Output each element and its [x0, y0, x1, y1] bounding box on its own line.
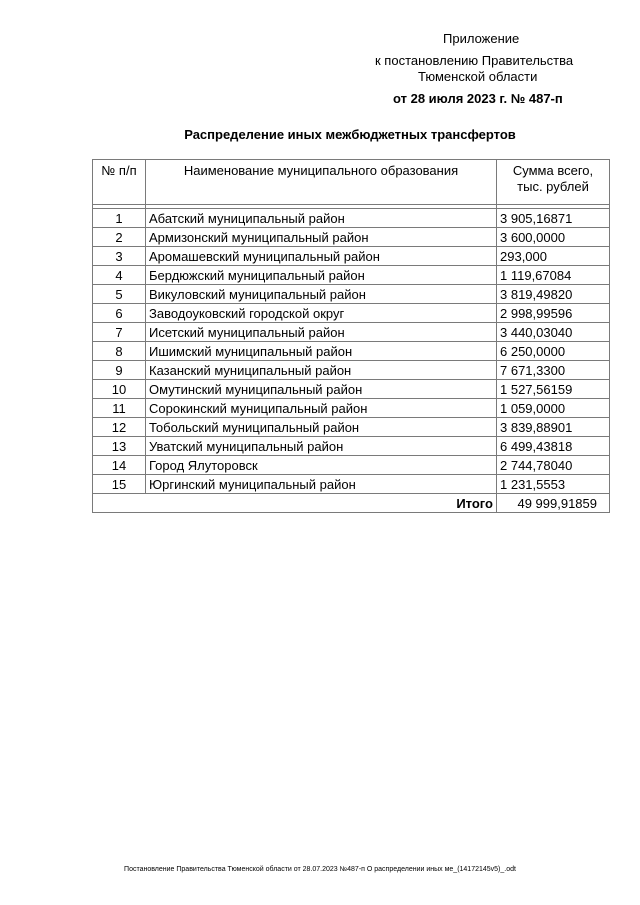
transfers-table — [92, 159, 610, 513]
total-row — [93, 494, 610, 513]
row-number: 3 — [93, 247, 146, 266]
column-header-sum-line2: тыс. рублей — [517, 179, 589, 194]
municipality-name: Бердюжский муниципальный район — [146, 266, 497, 285]
total-label: Итого — [93, 494, 497, 513]
region-name: Тюменской области — [418, 69, 538, 84]
municipality-name: Аромашевский муниципальный район — [146, 247, 497, 266]
total-value: 49 999,91859 — [497, 494, 610, 513]
row-number: 6 — [93, 304, 146, 323]
row-number: 12 — [93, 418, 146, 437]
transfer-amount: 1 231,5553 — [497, 475, 610, 494]
transfer-amount: 2 998,99596 — [497, 304, 610, 323]
municipality-name: Ишимский муниципальный район — [146, 342, 497, 361]
table-row — [93, 456, 610, 475]
table-header — [93, 160, 610, 205]
appendix-label: Приложение — [443, 31, 520, 46]
table-row — [93, 342, 610, 361]
row-number: 11 — [93, 399, 146, 418]
row-number: 4 — [93, 266, 146, 285]
municipality-name: Викуловский муниципальный район — [146, 285, 497, 304]
table-row — [93, 304, 610, 323]
municipality-name: Тобольский муниципальный район — [146, 418, 497, 437]
row-number: 9 — [93, 361, 146, 380]
column-header-number: № п/п — [93, 160, 146, 205]
transfer-amount: 3 839,88901 — [497, 418, 610, 437]
column-header-sum-line1: Сумма всего, — [512, 163, 594, 178]
table-row — [93, 399, 610, 418]
transfer-amount: 6 250,0000 — [497, 342, 610, 361]
row-number: 2 — [93, 228, 146, 247]
municipality-name: Уватский муниципальный район — [146, 437, 497, 456]
page-footer: Постановление Правительства Тюменской области от 28.07.2023 №487-п О распределении иных ме_(14172145v5)_.odt — [124, 866, 516, 873]
transfer-amount: 1 527,56159 — [497, 380, 610, 399]
row-number: 10 — [93, 380, 146, 399]
municipality-name: Исетский муниципальный район — [146, 323, 497, 342]
transfer-amount: 2 744,78040 — [497, 456, 610, 475]
municipality-name: Абатский муниципальный район — [146, 209, 497, 228]
table-row — [93, 418, 610, 437]
transfer-amount: 3 440,03040 — [497, 323, 610, 342]
table-row — [93, 437, 610, 456]
row-number: 15 — [93, 475, 146, 494]
resolution-reference: к постановлению Правительства — [375, 53, 574, 68]
column-header-name: Наименование муниципального образования — [146, 160, 497, 205]
table-row — [93, 475, 610, 494]
municipality-name: Омутинский муниципальный район — [146, 380, 497, 399]
resolution-date-number: от 28 июля 2023 г. № 487-п — [393, 91, 563, 106]
municipality-name: Юргинский муниципальный район — [146, 475, 497, 494]
municipality-name: Заводоуковский городской округ — [146, 304, 497, 323]
transfer-amount: 3 819,49820 — [497, 285, 610, 304]
table-row — [93, 228, 610, 247]
row-number: 1 — [93, 209, 146, 228]
transfer-amount: 7 671,3300 — [497, 361, 610, 380]
document-title: Распределение иных межбюджетных трансфертов — [184, 127, 516, 142]
table-row — [93, 380, 610, 399]
municipality-name: Армизонский муниципальный район — [146, 228, 497, 247]
transfer-amount: 6 499,43818 — [497, 437, 610, 456]
transfer-amount: 3 905,16871 — [497, 209, 610, 228]
row-number: 14 — [93, 456, 146, 475]
row-number: 5 — [93, 285, 146, 304]
transfer-amount: 3 600,0000 — [497, 228, 610, 247]
table-footer — [93, 494, 610, 513]
table-row — [93, 323, 610, 342]
municipality-name: Город Ялуторовск — [146, 456, 497, 475]
table-row — [93, 361, 610, 380]
table-row — [93, 285, 610, 304]
table-row — [93, 209, 610, 228]
row-number: 13 — [93, 437, 146, 456]
transfer-amount: 293,000 — [497, 247, 610, 266]
column-header-sum — [497, 160, 610, 205]
table-header-row — [93, 160, 610, 205]
row-number: 7 — [93, 323, 146, 342]
table-row — [93, 247, 610, 266]
row-number: 8 — [93, 342, 146, 361]
table-body — [93, 205, 610, 494]
municipality-name: Сорокинский муниципальный район — [146, 399, 497, 418]
municipality-name: Казанский муниципальный район — [146, 361, 497, 380]
transfer-amount: 1 119,67084 — [497, 266, 610, 285]
table-row — [93, 266, 610, 285]
transfer-amount: 1 059,0000 — [497, 399, 610, 418]
